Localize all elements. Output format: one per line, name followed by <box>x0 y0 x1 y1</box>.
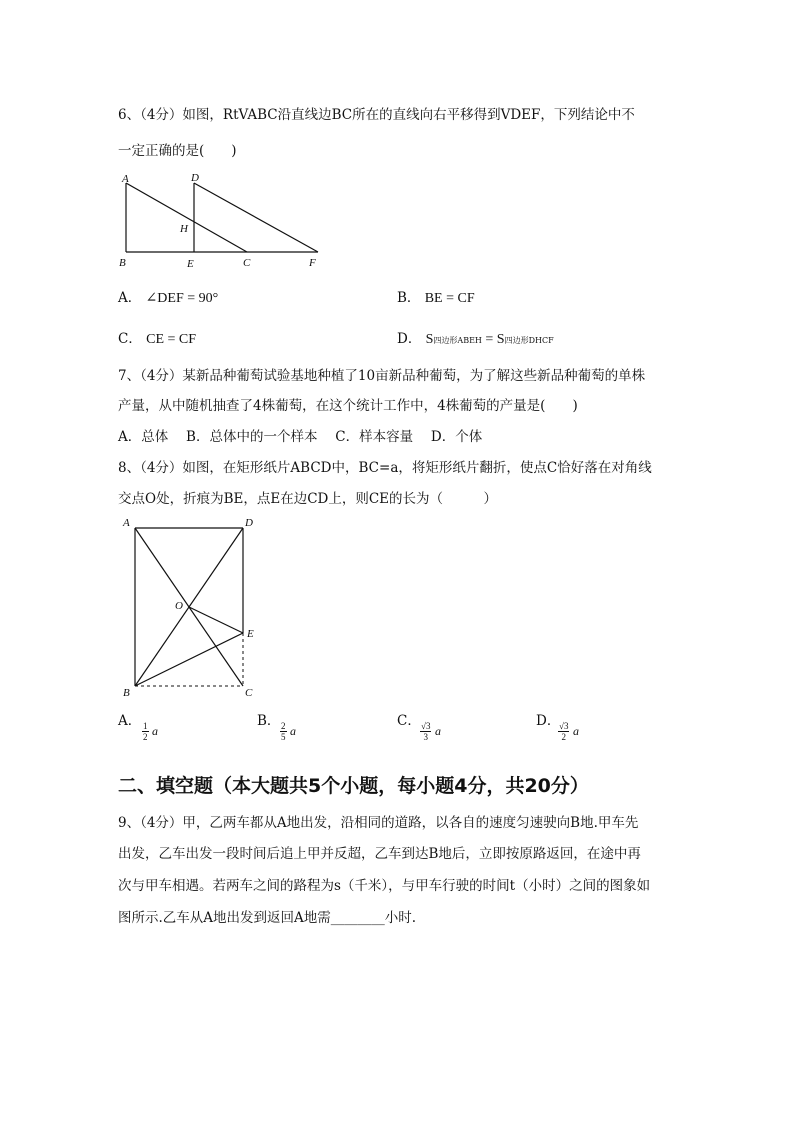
q9-line3: 次与甲车相遇。若两车之间的路程为s（千米），与甲车行驶的时间t（小时）之间的图象如 <box>118 878 651 894</box>
denominator: 3 <box>423 732 428 742</box>
q6-line2: 一定正确的是( ) <box>118 143 237 159</box>
q8-option-c-fraction <box>420 721 431 742</box>
denominator: 2 <box>143 732 148 742</box>
segment-OE <box>189 607 243 633</box>
fold-BE <box>135 633 243 686</box>
q8-option-d-fraction <box>558 721 569 742</box>
label-A: A <box>123 517 130 529</box>
q8-option-a-var: a <box>152 724 158 738</box>
q8-option-d-var: a <box>573 724 579 738</box>
numerator: 1 <box>143 721 148 731</box>
q8-line2: 交点O处，折痕为BE，点E在边CD上，则CE的长为（ ） <box>118 491 498 507</box>
label-E: E <box>187 258 194 270</box>
q8-option-a-label[interactable]: A． <box>118 713 142 729</box>
option-text: CE = CF <box>146 332 197 347</box>
option-subscript: 四边形DHCF <box>504 336 554 345</box>
q8-figure <box>115 512 265 702</box>
option-text: = S <box>481 332 505 347</box>
segment-DF <box>194 183 318 252</box>
q6-option-d[interactable] <box>397 327 554 348</box>
q8-option-b-fraction <box>280 721 287 742</box>
q8-line1: 8、（4分）如图，在矩形纸片ABCD中，BC=a，将矩形纸片翻折，使点C恰好落在对角线 <box>118 460 652 476</box>
numerator: 2 <box>281 721 286 731</box>
q9-line1: 9、（4分）甲，乙两车都从A地出发，沿相同的道路，以各自的速度匀速驶向B地.甲车先 <box>118 815 639 831</box>
option-label: C． <box>118 331 142 347</box>
label-O: O <box>175 600 183 612</box>
option-label: B． <box>397 290 421 306</box>
numerator: √3 <box>559 721 569 731</box>
option-text: ∠DEF = 90° <box>145 291 219 306</box>
label-A: A <box>122 173 129 185</box>
q6-line1: 6、（4分）如图，RtVABC沿直线边BC所在的直线向右平移得到VDEF，下列结论中不 <box>118 107 635 123</box>
q6-option-b[interactable] <box>397 286 475 307</box>
label-C: C <box>245 687 253 699</box>
q8-option-b-var: a <box>290 724 296 738</box>
option-text: S <box>425 332 434 347</box>
section-title: 二、填空题（本大题共5个小题，每小题4分，共20分） <box>118 775 589 797</box>
q8-option-a-fraction <box>142 721 149 742</box>
q6-figure <box>110 168 330 273</box>
q8-option-d-label[interactable]: D． <box>536 713 561 729</box>
q6-option-c[interactable] <box>118 327 196 348</box>
q9-line4: 图所示.乙车从A地出发到返回A地需________小时. <box>118 910 417 926</box>
denominator: 5 <box>281 732 286 742</box>
label-B: B <box>123 687 130 699</box>
q6-option-a[interactable] <box>118 286 218 307</box>
label-F: F <box>309 257 316 269</box>
label-D: D <box>245 517 253 529</box>
q7-line2: 产量，从中随机抽查了4株葡萄，在这个统计工作中，4株葡萄的产量是( ) <box>118 398 578 414</box>
segment-AC <box>126 183 247 252</box>
option-label: A． <box>118 290 142 306</box>
numerator: √3 <box>421 721 431 731</box>
q8-option-b-label[interactable]: B． <box>257 713 281 729</box>
q7-options[interactable]: A．总体 B．总体中的一个样本 C．样本容量 D．个体 <box>118 429 483 445</box>
option-subscript: 四边形ABEH <box>433 336 482 345</box>
q9-line2: 出发，乙车出发一段时间后追上甲并反超，乙车到达B地后，立即按原路返回，在途中再 <box>118 846 641 862</box>
denominator: 2 <box>561 732 566 742</box>
option-text: BE = CF <box>424 291 475 306</box>
option-label: D． <box>397 331 422 347</box>
q8-option-c-label[interactable]: C． <box>397 713 421 729</box>
label-E: E <box>247 628 254 640</box>
q7-line1: 7、（4分）某新品种葡萄试验基地种植了10亩新品种葡萄，为了解这些新品种葡萄的单株 <box>118 368 646 384</box>
label-B: B <box>119 257 126 269</box>
label-D: D <box>191 172 199 184</box>
label-H: H <box>180 223 188 235</box>
q8-option-c-var: a <box>435 724 441 738</box>
label-C: C <box>243 257 251 269</box>
